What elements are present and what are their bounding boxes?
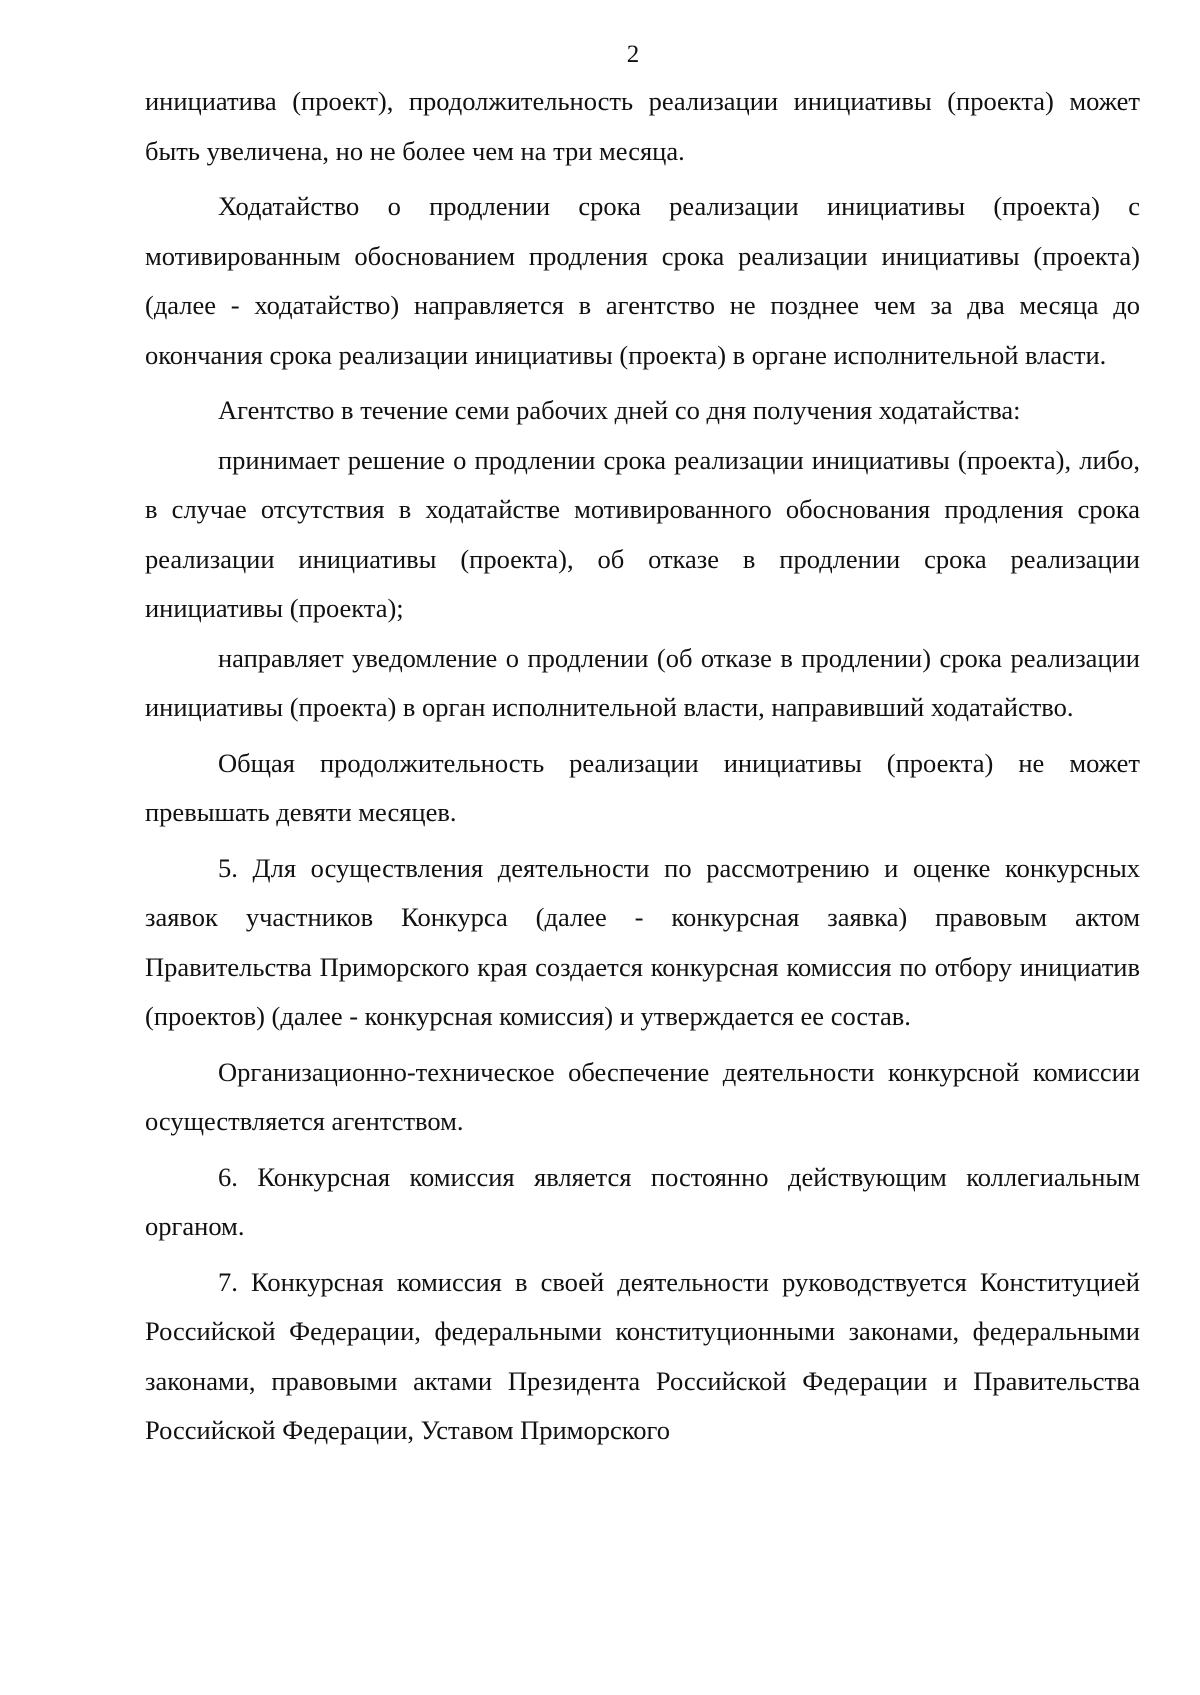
paragraph-clause-6: 6. Конкурсная комиссия является постоянно действующим коллегиальным органом.	[145, 1161, 1140, 1241]
paragraph-clause-7: 7. Конкурсная комиссия в своей деятельности руководствуется Конституцией Российской Федерации, федеральными конституционными законами, федеральными законами, правовыми актами Президента Российской Федерации и Правительства Российской Федерации, Уставом Приморского	[145, 1266, 1140, 1445]
paragraph-extension-limit: инициатива (проект), продолжительность реализации инициативы (проекта) может быть увеличена, но не более чем на три месяца.	[145, 86, 1140, 166]
paragraph-extension-petition: Ходатайство о продлении срока реализации инициативы (проекта) с мотивированным обоснованием продления срока реализации инициативы (проекта) (далее - ходатайство) направляется в агентство не позднее чем за два месяца до окончания срока реализации инициативы (проекта) в органе исполнительной власти.	[145, 191, 1140, 370]
page-number: 2	[626, 41, 640, 68]
document-body	[145, 77, 1140, 1456]
paragraph-agency-notification: направляет уведомление о продлении (об отказе в продлении) срока реализации инициативы (проекта) в орган исполнительной власти, направивший ходатайство.	[145, 642, 1140, 722]
paragraph-agency-decision: принимает решение о продлении срока реализации инициативы (проекта), либо, в случае отсутствия в ходатайстве мотивированного обоснования продления срока реализации инициативы (проекта), об отказе в продлении срока реализации инициативы (проекта);	[145, 444, 1140, 623]
paragraph-organizational-support: Организационно-техническое обеспечение деятельности конкурсной комиссии осуществляется агентством.	[145, 1056, 1140, 1136]
paragraph-total-duration: Общая продолжительность реализации инициативы (проекта) не может превышать девяти месяцев.	[145, 747, 1140, 827]
paragraph-clause-5: 5. Для осуществления деятельности по рассмотрению и оценке конкурсных заявок участников Конкурса (далее - конкурсная заявка) правовым актом Правительства Приморского края создается конкурсная комиссия по отбору инициатив (проектов) (далее - конкурсная комиссия) и утверждается ее состав.	[145, 852, 1140, 1031]
paragraph-agency-deadline: Агентство в течение семи рабочих дней со дня получения ходатайства:	[218, 395, 1021, 425]
